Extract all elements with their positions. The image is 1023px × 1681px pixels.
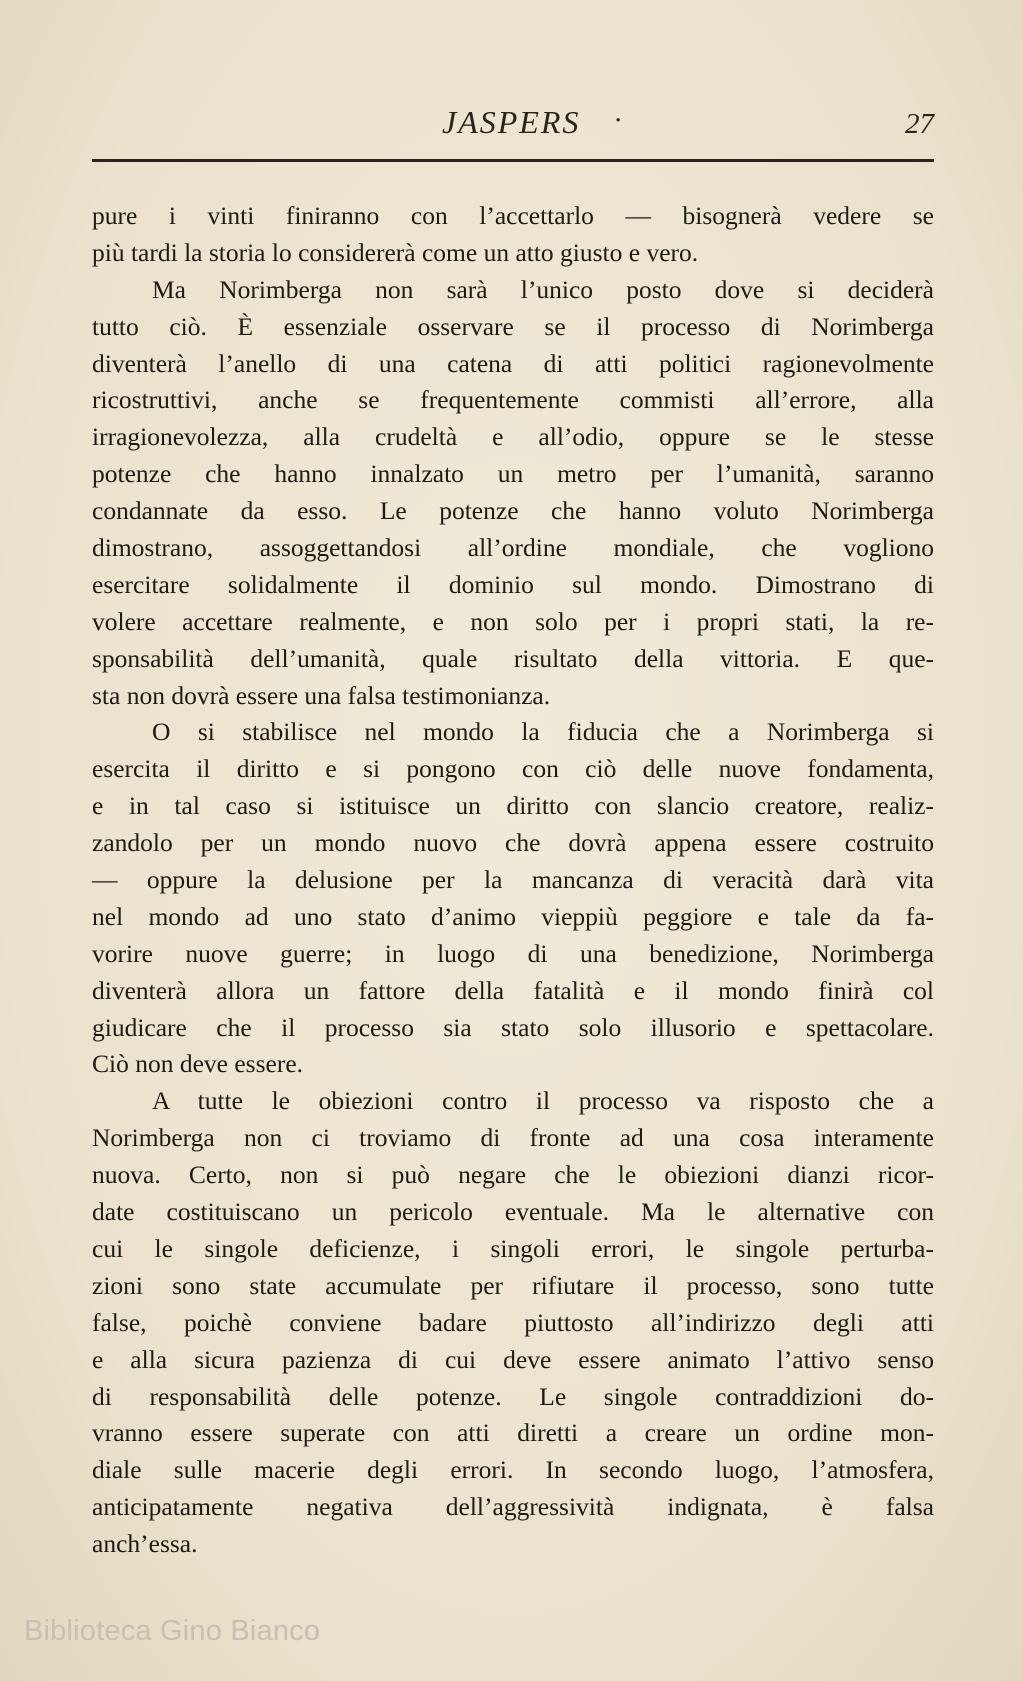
text-line: pure i vinti finiranno con l’accettarlo — bisognerà vedere se xyxy=(92,201,934,230)
text-line: false, poichè conviene badare piuttosto all’indirizzo degli atti xyxy=(92,1307,934,1337)
running-head xyxy=(92,104,934,144)
text-line: zioni sono state accumulate per rifiutare il processo, sono tutte xyxy=(92,1270,934,1300)
text-line: vorire nuove guerre; in luogo di una benedizione, Norimberga xyxy=(92,938,934,968)
text-line: anticipatamente negativa dell’aggressività indignata, è falsa xyxy=(92,1492,934,1522)
text-line: diventerà l’anello di una catena di atti politici ragionevolmente xyxy=(92,348,934,378)
text-line: potenze che hanno innalzato un metro per l’umanità, saranno xyxy=(92,459,934,489)
text-line: sponsabilità dell’umanità, quale risultato della vittoria. E que- xyxy=(92,643,934,673)
library-watermark: Biblioteca Gino Bianco xyxy=(24,1615,321,1647)
text-line: volere accettare realmente, e non solo per i propri stati, la re- xyxy=(92,606,934,636)
text-line: più tardi la storia lo considererà come un atto giusto e vero. xyxy=(92,237,699,267)
text-line: vranno essere superate con atti diretti a creare un ordine mon- xyxy=(92,1418,934,1448)
text-line: ricostruttivi, anche se frequentemente commisti all’errore, alla xyxy=(92,385,934,415)
text-line: date costituiscano un pericolo eventuale. Ma le alternative con xyxy=(92,1197,934,1227)
text-line: sta non dovrà essere una falsa testimonianza. xyxy=(92,680,551,710)
text-line: nuova. Certo, non si può negare che le obiezioni dianzi ricor- xyxy=(92,1160,934,1190)
text-line: A tutte le obiezioni contro il processo va risposto che a xyxy=(152,1086,934,1116)
text-line: Ciò non deve essere. xyxy=(92,1049,304,1079)
running-title: JASPERS xyxy=(442,104,581,140)
header-dot: · xyxy=(614,106,623,136)
text-line: esercita il diritto e si pongono con ciò delle nuove fondamenta, xyxy=(92,754,934,784)
text-line: condannate da esso. Le potenze che hanno voluto Norimberga xyxy=(92,496,934,526)
text-line: tutto ciò. È essenziale osservare se il processo di Norimberga xyxy=(92,311,934,341)
text-line: cui le singole deficienze, i singoli errori, le singole perturba- xyxy=(92,1233,934,1263)
text-line: e in tal caso si istituisce un diritto con slancio creatore, realiz- xyxy=(92,791,934,821)
text-line: Ma Norimberga non sarà l’unico posto dove si deciderà xyxy=(152,274,934,304)
text-line: giudicare che il processo sia stato solo illusorio e spettacolare. xyxy=(92,1012,934,1042)
text-line: Norimberga non ci troviamo di fronte ad una cosa interamente xyxy=(92,1123,934,1153)
text-line: irragionevolezza, alla crudeltà e all’odio, oppure se le stesse xyxy=(92,422,934,452)
header-rule xyxy=(92,159,934,162)
text-line: dimostrano, assoggettandosi all’ordine mondiale, che vogliono xyxy=(92,533,934,563)
text-line: anch’essa. xyxy=(92,1529,198,1559)
text-line: diventerà allora un fattore della fatalità e il mondo finirà col xyxy=(92,975,934,1005)
body-text xyxy=(92,198,934,1563)
text-line: di responsabilità delle potenze. Le singole contraddizioni do- xyxy=(92,1381,934,1411)
text-line: — oppure la delusione per la mancanza di veracità darà vita xyxy=(92,865,934,895)
page-number: 27 xyxy=(905,108,934,140)
text-line: esercitare solidalmente il dominio sul mondo. Dimostrano di xyxy=(92,569,934,599)
text-line: zandolo per un mondo nuovo che dovrà appena essere costruito xyxy=(92,828,934,858)
text-line: e alla sicura pazienza di cui deve essere animato l’attivo senso xyxy=(92,1344,934,1374)
text-line: nel mondo ad uno stato d’animo vieppiù peggiore e tale da fa- xyxy=(92,901,934,931)
text-line: diale sulle macerie degli errori. In secondo luogo, l’atmosfera, xyxy=(92,1455,934,1485)
text-line: O si stabilisce nel mondo la fiducia che a Norimberga si xyxy=(152,717,934,747)
